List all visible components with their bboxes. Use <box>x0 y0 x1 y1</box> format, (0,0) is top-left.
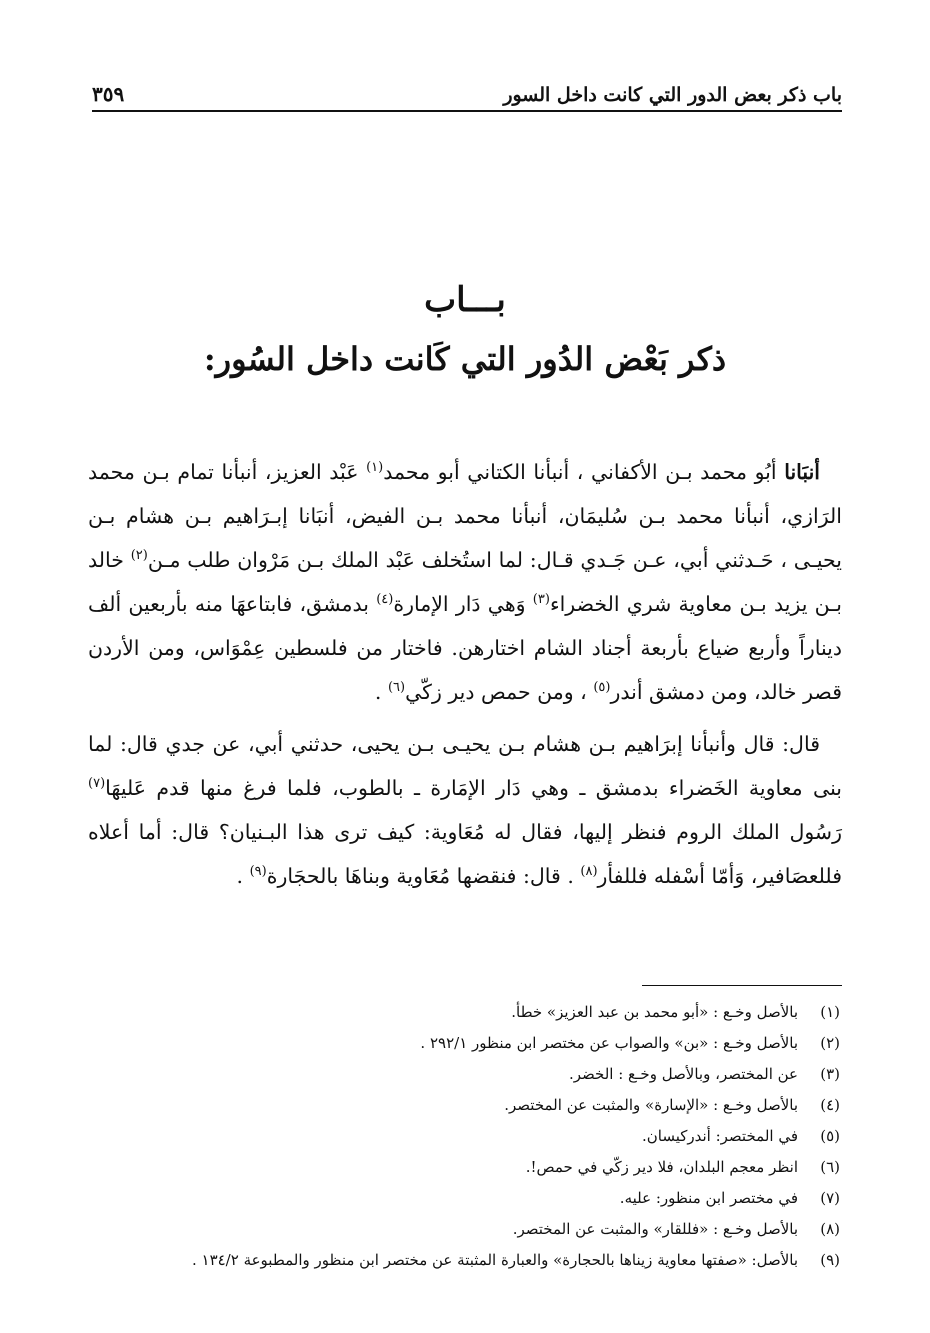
paragraph-1 <box>88 450 842 714</box>
text-run: . <box>236 864 250 888</box>
footnote-text: عن المختصر، وبالأصل وخـع : الخضر. <box>568 1065 798 1083</box>
footnote-ref-3: (٣) <box>532 592 550 608</box>
running-title: باب ذكر بعض الدور التي كانت داخل السور <box>503 84 842 106</box>
footnote-text: بالأصل وخـع : «الإسارة» والمثبت عن المختصر. <box>504 1096 798 1114</box>
footnote <box>88 1028 842 1059</box>
text-run: بدمشق، فابتاعهَا منه بأربعين ألف ديناراً وأربع ضياع بأربعة أجناد الشام اختارهن. فاختار من فلسطين عِمْوَاس، ومن الأردن قصر خالد، ومن دمشق أندر <box>88 592 842 704</box>
footnote-number: (٤) <box>820 1096 840 1114</box>
footnote-text: في المختصر: أندركيسان. <box>641 1127 798 1145</box>
footnote-number: (١) <box>820 1003 840 1021</box>
footnote <box>88 1152 842 1183</box>
footnote <box>88 1090 842 1121</box>
footnote <box>88 1183 842 1214</box>
footnote-text: بالأصل وخـع : «بن» والصواب عن مختصر ابن منظور ٢٩٢/١ . <box>420 1034 798 1052</box>
footnote <box>88 1214 842 1245</box>
footnote-ref-8: (٨) <box>580 864 598 880</box>
footnote <box>88 1059 842 1090</box>
footnote-ref-9: (٩) <box>249 864 267 880</box>
chapter-title: ذكر بَعْض الدُور التي كَانت داخل السُور: <box>203 340 727 378</box>
text-run: . قال: فنقضها مُعَاوية وبناهَا بالحجَارة <box>266 864 581 888</box>
text-run: وَهي دَار الإمارة <box>393 592 533 616</box>
footnote-ref-7: (٧) <box>88 776 106 792</box>
text-run: عَبْد العزيز، أنبأنا تمام بـن محمد الرَازي، أنبأنا محمد بـن سُليمَان، أنبأنا محمد بـن الفيض، أنبَانا إبـرَاهيم بـن هشام بـن يحيـى ، حَـدثني أبي، عـن جَـدي قـال: لما استُخلف عَبْد الملك بـن مَرْوان طلب مـن <box>88 460 842 572</box>
chapter-label: بـــاب <box>424 280 506 320</box>
footnote-number: (٢) <box>820 1034 840 1052</box>
footnote <box>88 997 842 1028</box>
footnote-ref-4: (٤) <box>376 592 394 608</box>
footnote-text: بالأصل: «صفتها معاوية زيناها بالحجارة» والعبارة المثبتة عن مختصر ابن منظور والمطبوعة ١٣٤/٢ . <box>191 1251 798 1269</box>
text-run: أبُو محمد بـن الأكفاني ، أنبأنا الكتاني أبو محمد <box>383 460 785 484</box>
footnote-number: (٦) <box>820 1158 840 1176</box>
footnotes <box>88 997 842 1276</box>
footnote-ref-1: (١) <box>366 460 384 476</box>
text-run: رَسُول الملك الروم فنظر إليها، فقال له مُعَاوية: كيف ترى هذا البـنيان؟ قال: أما أعلاه فللعصَافير، وَأمّا أسْفله فللفأر <box>88 820 842 888</box>
footnote-number: (٩) <box>820 1251 840 1269</box>
footnote-divider <box>642 985 842 986</box>
page-number: ٣٥٩ <box>92 82 125 106</box>
footnote-number: (٧) <box>820 1189 840 1207</box>
text-run: ، ومن حمص دير زكّي <box>405 680 594 704</box>
footnote-number: (٥) <box>820 1127 840 1145</box>
footnote-ref-2: (٢) <box>130 548 148 564</box>
text-run: . <box>374 680 388 704</box>
footnote <box>88 1121 842 1152</box>
footnote-text: انظر معجم البلدان، فلا دير زكّي في حمص!. <box>525 1158 798 1176</box>
footnote-text: في مختصر ابن منظور: عليه. <box>619 1189 798 1207</box>
main-text <box>88 450 842 906</box>
footnote <box>88 1245 842 1276</box>
running-header <box>92 70 842 112</box>
footnote-number: (٨) <box>820 1220 840 1238</box>
footnote-ref-5: (٥) <box>593 680 611 696</box>
paragraph-lead-word: أنبَانا <box>784 460 820 484</box>
paragraph-2 <box>88 722 842 898</box>
footnote-number: (٣) <box>820 1065 840 1083</box>
footnote-ref-6: (٦) <box>387 680 406 696</box>
text-run: خالد بـن يزيد بـن معاوية شري الخضراء <box>88 548 842 616</box>
text-run: قال: قال وأنبأنا إبرَاهيم بـن هشام بـن يحيـى بـن يحيى، حدثني أبي، عن جدي قال: لما بنى معاوية الخَضراء بدمشق ـ وهي دَار الإمَارة ـ بالطوب، فلما فرغ منها قدم عَليهَا <box>88 732 842 800</box>
footnote-text: بالأصل وخـع : «فللقار» والمثبت عن المختصر. <box>512 1220 798 1238</box>
footnote-text: بالأصل وخـع : «أبو محمد بن عبد العزيز» خطأ. <box>511 1003 798 1021</box>
